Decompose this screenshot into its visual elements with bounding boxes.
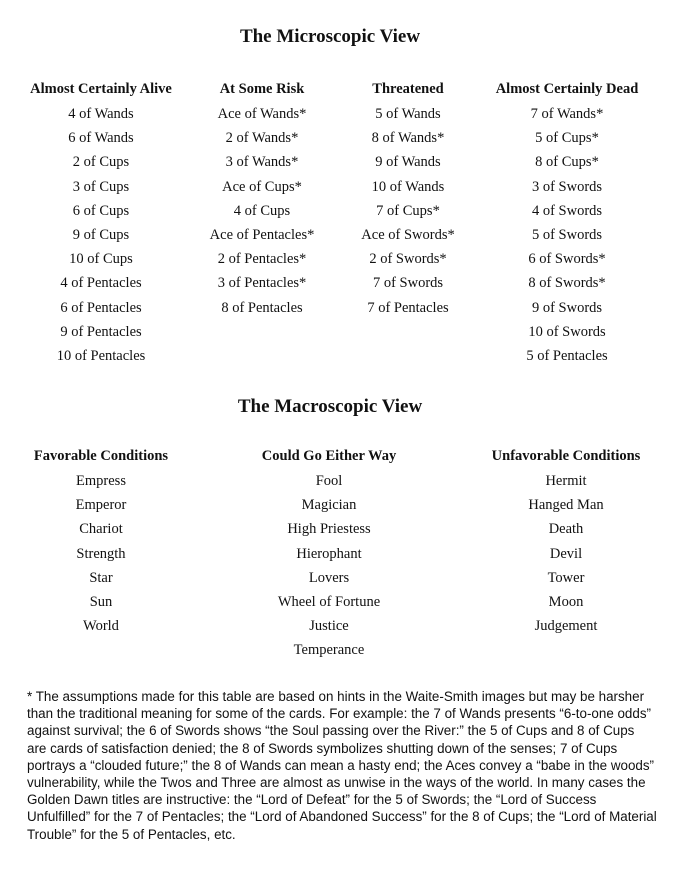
card-entry: Magician <box>301 497 357 514</box>
card-entry: Tower <box>547 569 585 586</box>
column-heading: Favorable Conditions <box>33 448 169 464</box>
footnote: * The assumptions made for this table are based on hints in the Waite-Smith images but may be harsher than the traditional meaning for some of the cards. For example: the 7 of Wands presents “6-to-one odds” against survival; the 6 of Swords shows “the Soul passing over the River:” the 5 of Cups and 8 of Cups are cards of satisfaction denied; the 8 of Swords symbolizes shutting down of the senses; 7 of Cups portrays a “clouded future;” the 8 of Wands can mean a hasty end; the Aces convey a “babe in the woods” vulnerability, while the Twos and Three are almost as unwise in the ways of the world. In many cases the Golden Dawn titles are instructive: the “Lord of Defeat” for the 5 of Swords; the “Lord of Success Unfulfilled” for the 7 of Pentacles; the “Lord of Abandoned Success” for the 8 of Cups; the “Lord of Material Trouble” for the 5 of Pentacles, etc. <box>27 689 657 842</box>
column-heading: Almost Certainly Dead <box>495 81 639 97</box>
card-entry: Wheel of Fortune <box>277 594 381 611</box>
card-entry: 2 of Cups <box>72 154 130 171</box>
column-could-go-either-way <box>240 445 418 663</box>
card-entry: 8 of Pentacles <box>221 299 303 316</box>
card-entry: Empress <box>76 473 126 489</box>
card-entry: 7 of Pentacles <box>367 299 449 316</box>
card-entry: 2 of Swords* <box>369 251 447 268</box>
card-entry: 9 of Wands <box>375 154 441 171</box>
card-entry: 10 of Pentacles <box>56 348 146 365</box>
card-entry: Lovers <box>308 569 350 586</box>
card-list <box>22 469 180 638</box>
card-entry: High Priestess <box>287 521 371 538</box>
microscopic-view-title: The Microscopic View <box>239 26 421 47</box>
card-entry: Ace of Pentacles* <box>209 227 315 244</box>
column-heading: Threatened <box>372 81 444 97</box>
card-entry: 8 of Wands* <box>371 130 445 147</box>
column-heading: Unfavorable Conditions <box>491 448 641 464</box>
card-entry: 9 of Cups <box>72 227 130 244</box>
card-entry: 4 of Pentacles <box>60 275 142 292</box>
card-entry: Star <box>89 569 113 586</box>
card-entry: 10 of Swords <box>528 323 606 340</box>
card-entry: 10 of Cups <box>69 251 133 268</box>
column-unfavorable-conditions <box>472 445 660 638</box>
card-list <box>472 469 660 638</box>
card-entry: 6 of Pentacles <box>60 299 142 316</box>
card-entry: World <box>83 618 119 635</box>
card-entry: Chariot <box>79 521 123 538</box>
card-entry: Emperor <box>75 497 127 514</box>
card-entry: Hermit <box>545 473 587 489</box>
card-entry: 5 of Wands <box>375 106 441 122</box>
card-entry: Sun <box>89 594 113 611</box>
card-entry: 8 of Cups* <box>535 154 599 171</box>
column-heading: Could Go Either Way <box>261 448 397 464</box>
card-entry: 6 of Wands <box>68 130 134 147</box>
card-entry: 8 of Swords* <box>528 275 606 292</box>
card-list <box>346 102 470 320</box>
macroscopic-view-title: The Macroscopic View <box>237 396 423 417</box>
card-entry: 3 of Wands* <box>225 154 299 171</box>
column-heading: At Some Risk <box>219 81 305 97</box>
card-entry: 3 of Pentacles* <box>217 275 307 292</box>
card-entry: 9 of Swords <box>531 299 603 316</box>
column-almost-certainly-dead <box>478 78 656 368</box>
card-list <box>193 102 331 320</box>
card-entry: 5 of Cups* <box>535 130 599 147</box>
column-threatened <box>346 78 470 320</box>
card-entry: Judgement <box>534 618 598 635</box>
card-entry: 5 of Pentacles <box>526 348 608 365</box>
card-entry: Justice <box>309 618 349 635</box>
card-list <box>240 469 418 663</box>
card-list <box>22 102 180 368</box>
card-entry: Devil <box>549 545 583 562</box>
column-favorable-conditions <box>22 445 180 638</box>
column-almost-certainly-alive <box>22 78 180 368</box>
card-entry: 6 of Cups <box>72 202 130 219</box>
card-entry: 7 of Cups* <box>376 202 440 219</box>
card-entry: 3 of Cups <box>72 178 130 195</box>
card-entry: 4 of Wands <box>68 106 134 122</box>
card-entry: 3 of Swords <box>531 178 603 195</box>
card-entry: 7 of Wands* <box>530 106 604 122</box>
card-entry: 10 of Wands <box>371 178 445 195</box>
card-entry: Ace of Cups* <box>222 178 302 195</box>
card-entry: 6 of Swords* <box>528 251 606 268</box>
card-entry: Temperance <box>293 642 365 659</box>
card-entry: 2 of Pentacles* <box>217 251 307 268</box>
card-list <box>478 102 656 368</box>
card-entry: Moon <box>548 594 584 611</box>
card-entry: Hanged Man <box>528 497 604 514</box>
card-entry: Strength <box>76 545 126 562</box>
card-entry: Death <box>548 521 584 538</box>
column-heading: Almost Certainly Alive <box>30 81 172 97</box>
card-entry: 2 of Wands* <box>225 130 299 147</box>
card-entry: 5 of Swords <box>531 227 603 244</box>
card-entry: Fool <box>315 473 343 489</box>
card-entry: Ace of Wands* <box>217 106 307 122</box>
card-entry: 7 of Swords <box>372 275 444 292</box>
card-entry: Ace of Swords* <box>361 227 455 244</box>
card-entry: 4 of Swords <box>531 202 603 219</box>
column-at-some-risk <box>193 78 331 320</box>
card-entry: Hierophant <box>296 545 362 562</box>
card-entry: 9 of Pentacles <box>60 323 142 340</box>
card-entry: 4 of Cups <box>233 202 291 219</box>
